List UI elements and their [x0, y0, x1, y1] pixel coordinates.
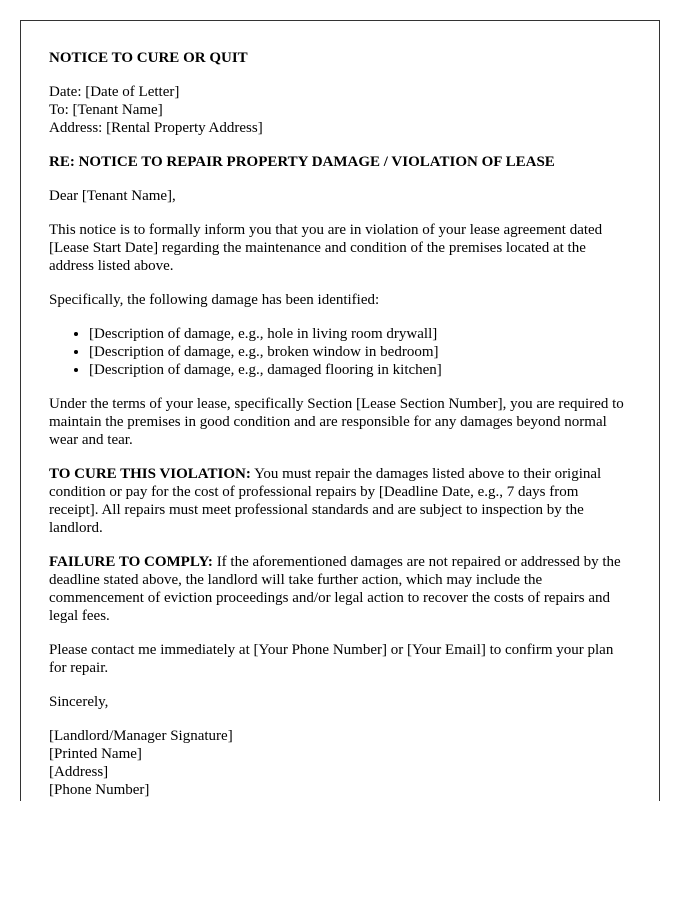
salutation: Dear [Tenant Name], [49, 188, 176, 204]
re-text: RE: NOTICE TO REPAIR PROPERTY DAMAGE / VIOLATION OF LEASE [49, 154, 555, 170]
date-line: Date: [Date of Letter] [49, 84, 180, 100]
intro-paragraph: This notice is to formally inform you that you are in violation of your lease agreement dated [Lease Start Date] regarding the maintenance and condition of the premises located at the address listed above. [49, 222, 603, 274]
sender-address: [Address] [49, 764, 109, 780]
failure-paragraph [49, 553, 631, 625]
address-line: Address: [Rental Property Address] [49, 120, 263, 136]
printed-name: [Printed Name] [49, 746, 142, 762]
re-line [49, 153, 631, 171]
failure-text: If the aforementioned damages are not repaired or addressed by the deadline stated above, the landlord will take further action, which may include the commencement of eviction proceedings and/or legal action to recover the costs of repairs and legal fees. [49, 554, 621, 624]
cure-text: You must repair the damages listed above to their original condition or pay for the cost of professional repairs by [Deadline Date, e.g., 7 days from receipt]. All repairs must meet professional standards and are subject to inspection by the landlord. [49, 466, 602, 536]
list-item: • [Description of damage, e.g., damaged flooring in kitchen] [89, 361, 631, 379]
header-block [49, 83, 631, 137]
title-text: NOTICE TO CURE OR QUIT [49, 50, 248, 66]
letter-title [49, 49, 631, 67]
closing: Sincerely, [49, 694, 109, 710]
failure-label: FAILURE TO COMPLY: [49, 554, 213, 570]
cure-label: TO CURE THIS VIOLATION: [49, 466, 251, 482]
damage-list [49, 325, 631, 379]
phone-number: [Phone Number] [49, 782, 150, 798]
lease-terms-paragraph: Under the terms of your lease, specifically Section [Lease Section Number], you are required to maintain the premises in good condition and are responsible for any damages beyond normal wear and tear. [49, 396, 624, 448]
to-line: To: [Tenant Name] [49, 102, 163, 118]
signature-line: [Landlord/Manager Signature] [49, 728, 233, 744]
cure-paragraph [49, 465, 631, 537]
contact-paragraph: Please contact me immediately at [Your Phone Number] or [Your Email] to confirm your plan for repair. [49, 642, 614, 676]
damage-intro: Specifically, the following damage has been identified: [49, 292, 380, 308]
list-item: • [Description of damage, e.g., hole in living room drywall] [89, 325, 631, 343]
signature-block [49, 727, 631, 799]
letter-page [20, 20, 660, 801]
list-item: • [Description of damage, e.g., broken window in bedroom] [89, 343, 631, 361]
